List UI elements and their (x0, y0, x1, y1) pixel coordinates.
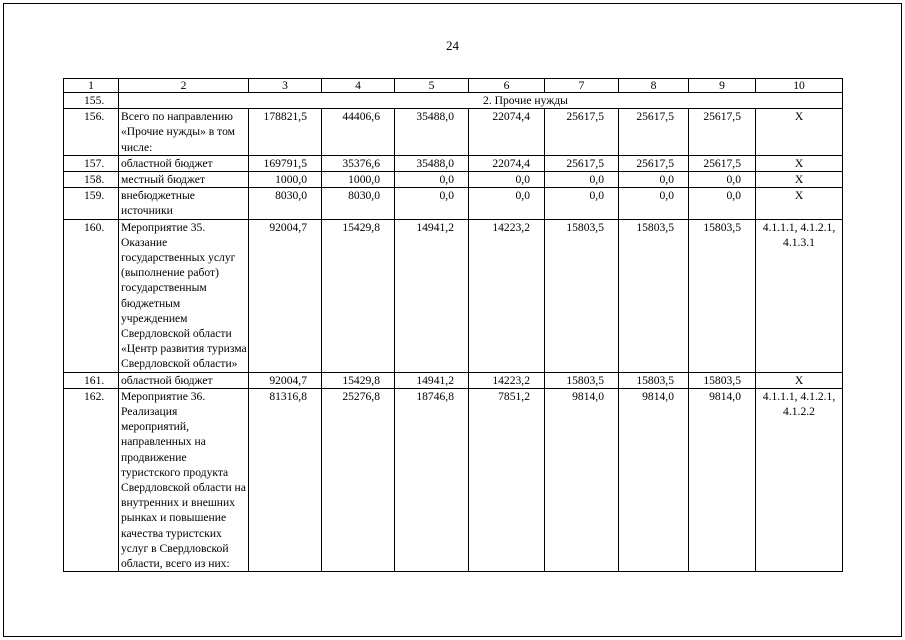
value-cell: 0,0 (395, 172, 469, 188)
row-description: внебюджетные источники (119, 188, 249, 219)
table-row (64, 219, 843, 372)
value-cell: 0,0 (469, 188, 545, 219)
value-cell: 15803,5 (619, 372, 689, 388)
header-cell: 4 (322, 79, 395, 93)
header-cell: 8 (619, 79, 689, 93)
value-cell: 0,0 (689, 188, 756, 219)
value-cell: 8030,0 (322, 188, 395, 219)
header-cell: 5 (395, 79, 469, 93)
value-cell: 0,0 (469, 172, 545, 188)
value-cell: 169791,5 (249, 155, 322, 171)
value-cell: 14223,2 (469, 372, 545, 388)
table-row (64, 388, 843, 571)
value-cell: 22074,4 (469, 155, 545, 171)
value-cell: 25617,5 (545, 155, 619, 171)
row-number: 156. (64, 109, 119, 156)
table-row (64, 172, 843, 188)
value-cell: 0,0 (545, 188, 619, 219)
value-cell: 14941,2 (395, 219, 469, 372)
value-cell: 15803,5 (545, 372, 619, 388)
value-cell: 18746,8 (395, 388, 469, 571)
value-cell: 25276,8 (322, 388, 395, 571)
value-cell: 15803,5 (689, 219, 756, 372)
value-cell: 81316,8 (249, 388, 322, 571)
indicator-code: Х (756, 155, 843, 171)
value-cell: 15429,8 (322, 372, 395, 388)
value-cell: 0,0 (689, 172, 756, 188)
indicator-code: Х (756, 172, 843, 188)
row-description: местный бюджет (119, 172, 249, 188)
value-cell: 14941,2 (395, 372, 469, 388)
row-number: 161. (64, 372, 119, 388)
row-number: 159. (64, 188, 119, 219)
value-cell: 25617,5 (545, 109, 619, 156)
value-cell: 15803,5 (619, 219, 689, 372)
value-cell: 44406,6 (322, 109, 395, 156)
row-description: Мероприятие 35. Оказание государственных услуг (выполнение работ) государственным бюджетным учреждением Свердловской области «Центр развития туризма Свердловской области» (119, 219, 249, 372)
row-number: 157. (64, 155, 119, 171)
value-cell: 22074,4 (469, 109, 545, 156)
value-cell: 92004,7 (249, 372, 322, 388)
value-cell: 1000,0 (322, 172, 395, 188)
header-cell: 7 (545, 79, 619, 93)
row-description: областной бюджет (119, 372, 249, 388)
table-row (64, 188, 843, 219)
value-cell: 35488,0 (395, 155, 469, 171)
indicator-code: Х (756, 109, 843, 156)
header-cell: 1 (64, 79, 119, 93)
indicator-code: Х (756, 188, 843, 219)
row-number: 158. (64, 172, 119, 188)
row-number: 160. (64, 219, 119, 372)
row-description: Всего по направлению «Прочие нужды» в том числе: (119, 109, 249, 156)
header-cell: 3 (249, 79, 322, 93)
value-cell: 178821,5 (249, 109, 322, 156)
indicator-code: 4.1.1.1, 4.1.2.1, 4.1.3.1 (756, 219, 843, 372)
header-cell: 6 (469, 79, 545, 93)
table-row (64, 109, 843, 156)
value-cell: 15429,8 (322, 219, 395, 372)
header-row (64, 79, 843, 93)
value-cell: 8030,0 (249, 188, 322, 219)
value-cell: 0,0 (545, 172, 619, 188)
row-number: 162. (64, 388, 119, 571)
page-number: 24 (446, 38, 459, 53)
indicator-code: 4.1.1.1, 4.1.2.1, 4.1.2.2 (756, 388, 843, 571)
value-cell: 15803,5 (545, 219, 619, 372)
value-cell: 9814,0 (619, 388, 689, 571)
section-title (119, 93, 843, 109)
value-cell: 14223,2 (469, 219, 545, 372)
value-cell: 1000,0 (249, 172, 322, 188)
budget-table (63, 78, 843, 572)
value-cell: 25617,5 (619, 155, 689, 171)
value-cell: 9814,0 (689, 388, 756, 571)
value-cell: 25617,5 (689, 155, 756, 171)
value-cell: 35488,0 (395, 109, 469, 156)
row-description: областной бюджет (119, 155, 249, 171)
value-cell: 25617,5 (689, 109, 756, 156)
value-cell: 7851,2 (469, 388, 545, 571)
table-row (64, 372, 843, 388)
section-row (64, 93, 843, 109)
value-cell: 15803,5 (689, 372, 756, 388)
row-number: 155. (64, 93, 119, 109)
value-cell: 0,0 (619, 188, 689, 219)
value-cell: 25617,5 (619, 109, 689, 156)
section-title-text: 2. Прочие нужды (483, 94, 568, 107)
value-cell: 35376,6 (322, 155, 395, 171)
table-body (64, 109, 843, 572)
indicator-code: Х (756, 372, 843, 388)
header-cell: 10 (756, 79, 843, 93)
value-cell: 92004,7 (249, 219, 322, 372)
header-cell: 2 (119, 79, 249, 93)
value-cell: 0,0 (619, 172, 689, 188)
value-cell: 9814,0 (545, 388, 619, 571)
table-row (64, 155, 843, 171)
row-description: Мероприятие 36. Реализация мероприятий, направленных на продвижение туристского продукта Свердловской области на внутренних и внешних рынках и повышение качества туристских услуг в Свердловской области, всего из них: (119, 388, 249, 571)
value-cell: 0,0 (395, 188, 469, 219)
header-cell: 9 (689, 79, 756, 93)
